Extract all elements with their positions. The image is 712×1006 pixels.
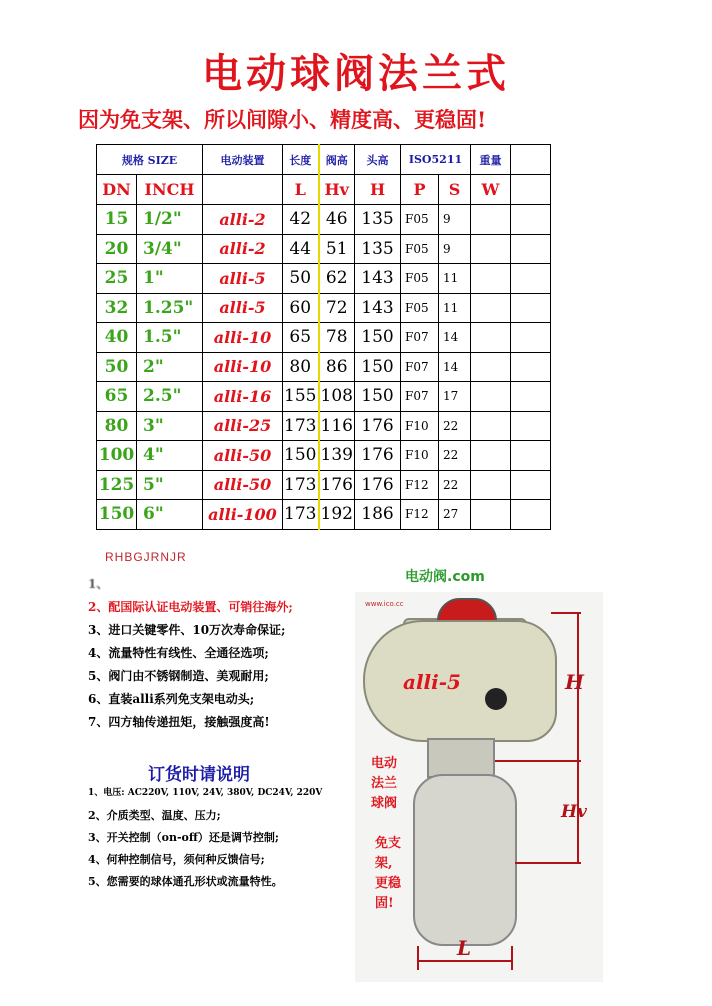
cell-act: alli-50: [203, 441, 283, 471]
cell-h: 176: [355, 470, 401, 500]
cell-w: [471, 205, 511, 235]
cell-act: alli-10: [203, 352, 283, 382]
cell-hv: 72: [319, 293, 355, 323]
spec-table: [96, 144, 551, 530]
cell-h: 176: [355, 411, 401, 441]
table-row: [97, 382, 551, 412]
subheader-cell: P: [401, 175, 439, 205]
cell-dn: 40: [97, 323, 137, 353]
page-title: 电动球阀法兰式: [202, 50, 510, 97]
table-row: [97, 323, 551, 353]
cell-act: alli-2: [203, 205, 283, 235]
cell-hv: 176: [319, 470, 355, 500]
dim-tick: [417, 946, 419, 970]
cell-l: 42: [283, 205, 319, 235]
dim-tick: [495, 760, 581, 762]
list-item: 4、流量特性有线性、全通径选项;: [88, 646, 269, 660]
list-item: 3、开关控制（on-off）还是调节控制;: [88, 831, 279, 844]
cell-x: [511, 234, 551, 264]
cell-p: F05: [401, 264, 439, 294]
valve-neck: [427, 738, 495, 778]
photo-caption: 电动法兰球阀: [371, 756, 398, 811]
table-row: [97, 411, 551, 441]
cell-s: 9: [439, 205, 471, 235]
table-row: [97, 500, 551, 530]
cell-l: 80: [283, 352, 319, 382]
subheader-cell: L: [283, 175, 319, 205]
order-list: [88, 785, 388, 895]
subheader-cell: INCH: [137, 175, 203, 205]
table-subheader-row: [97, 175, 551, 205]
list-item: 5、您需要的球体通孔形状或流量特性。: [88, 875, 283, 888]
cell-w: [471, 293, 511, 323]
cell-inch: 4": [137, 441, 203, 471]
list-item: 1、: [88, 577, 109, 591]
cell-dn: 20: [97, 234, 137, 264]
cell-act: alli-2: [203, 234, 283, 264]
cell-inch: 1.5": [137, 323, 203, 353]
cell-p: F07: [401, 323, 439, 353]
table-row: [97, 264, 551, 294]
cell-dn: 32: [97, 293, 137, 323]
cell-s: 22: [439, 411, 471, 441]
cell-x: [511, 500, 551, 530]
cell-w: [471, 441, 511, 471]
cell-s: 17: [439, 382, 471, 412]
cell-act: alli-100: [203, 500, 283, 530]
header-cell: 头高: [355, 145, 401, 175]
cell-act: alli-25: [203, 411, 283, 441]
cell-h: 150: [355, 382, 401, 412]
cell-act: alli-5: [203, 264, 283, 294]
header-cell: 规格 SIZE: [97, 145, 203, 175]
cell-l: 173: [283, 411, 319, 441]
cell-s: 14: [439, 352, 471, 382]
cell-hv: 139: [319, 441, 355, 471]
cell-dn: 80: [97, 411, 137, 441]
table-row: [97, 441, 551, 471]
cell-inch: 2": [137, 352, 203, 382]
table-row: [97, 352, 551, 382]
cell-s: 11: [439, 264, 471, 294]
cell-l: 60: [283, 293, 319, 323]
subheader-cell: H: [355, 175, 401, 205]
cell-l: 155: [283, 382, 319, 412]
dim-label-h: H: [565, 670, 584, 694]
cell-w: [471, 264, 511, 294]
cell-p: F05: [401, 205, 439, 235]
cell-dn: 25: [97, 264, 137, 294]
dim-tick: [515, 862, 581, 864]
dim-line-l: [417, 960, 513, 962]
cell-p: F05: [401, 234, 439, 264]
order-title: 订货时请说明: [148, 765, 250, 785]
header-cell: ISO5211: [401, 145, 471, 175]
table-header-row: [97, 145, 551, 175]
cell-inch: 1.25": [137, 293, 203, 323]
header-cell: 电动装置: [203, 145, 283, 175]
actuator-label: alli-5: [403, 670, 461, 694]
cell-w: [471, 411, 511, 441]
cell-h: 186: [355, 500, 401, 530]
cell-act: alli-50: [203, 470, 283, 500]
cell-dn: 125: [97, 470, 137, 500]
list-item: 7、四方轴传递扭矩，接触强度高!: [88, 715, 270, 729]
brand-label: 电动阀.com: [405, 569, 485, 585]
list-item: 3、进口关键零件、10万次寿命保证;: [88, 623, 286, 637]
cell-w: [471, 323, 511, 353]
table-row: [97, 293, 551, 323]
cell-l: 173: [283, 500, 319, 530]
valve-body: [413, 774, 517, 946]
cell-act: alli-10: [203, 323, 283, 353]
cell-act: alli-5: [203, 293, 283, 323]
cell-p: F12: [401, 470, 439, 500]
cell-x: [511, 323, 551, 353]
cell-inch: 5": [137, 470, 203, 500]
header-cell: 重量: [471, 145, 511, 175]
header-cell: [511, 145, 551, 175]
cell-s: 22: [439, 441, 471, 471]
cell-x: [511, 411, 551, 441]
cell-s: 22: [439, 470, 471, 500]
cell-x: [511, 205, 551, 235]
cell-x: [511, 264, 551, 294]
cell-l: 50: [283, 264, 319, 294]
table-row: [97, 234, 551, 264]
cell-x: [511, 352, 551, 382]
cell-p: F05: [401, 293, 439, 323]
cell-w: [471, 500, 511, 530]
cell-hv: 116: [319, 411, 355, 441]
list-item: 6、直装alli系列免支架电动头;: [88, 692, 255, 706]
subheader-cell: DN: [97, 175, 137, 205]
page-subtitle: 因为免支架、所以间隙小、精度高、更稳固!: [78, 107, 487, 132]
list-item: 2、介质类型、温度、压力;: [88, 809, 221, 822]
model-code: RHBGJRNJR: [105, 550, 187, 564]
cell-l: 150: [283, 441, 319, 471]
dim-label-l: L: [457, 936, 472, 960]
dim-tick: [511, 946, 513, 970]
table-row: [97, 470, 551, 500]
cell-dn: 150: [97, 500, 137, 530]
cell-h: 150: [355, 323, 401, 353]
cell-x: [511, 470, 551, 500]
cell-l: 65: [283, 323, 319, 353]
cell-act: alli-16: [203, 382, 283, 412]
header-cell: 长度: [283, 145, 319, 175]
cell-inch: 1/2": [137, 205, 203, 235]
table-row: [97, 205, 551, 235]
cell-w: [471, 470, 511, 500]
cell-l: 173: [283, 470, 319, 500]
cell-w: [471, 234, 511, 264]
feature-list: [88, 575, 388, 736]
subheader-cell: S: [439, 175, 471, 205]
cell-h: 176: [355, 441, 401, 471]
subheader-cell: [511, 175, 551, 205]
cell-p: F12: [401, 500, 439, 530]
subheader-cell: [203, 175, 283, 205]
cell-p: F10: [401, 411, 439, 441]
list-item: 5、阀门由不锈钢制造、美观耐用;: [88, 669, 269, 683]
cell-s: 9: [439, 234, 471, 264]
list-item: 4、何种控制信号，须何种反馈信号;: [88, 853, 265, 866]
cell-s: 11: [439, 293, 471, 323]
cell-hv: 46: [319, 205, 355, 235]
cell-inch: 1": [137, 264, 203, 294]
cell-dn: 100: [97, 441, 137, 471]
cell-hv: 51: [319, 234, 355, 264]
cell-p: F07: [401, 382, 439, 412]
knob-icon: [485, 688, 507, 710]
cell-s: 14: [439, 323, 471, 353]
cell-inch: 6": [137, 500, 203, 530]
cell-dn: 65: [97, 382, 137, 412]
cell-dn: 50: [97, 352, 137, 382]
cell-dn: 15: [97, 205, 137, 235]
cell-h: 143: [355, 293, 401, 323]
cell-h: 135: [355, 234, 401, 264]
cell-s: 27: [439, 500, 471, 530]
dim-tick: [551, 612, 581, 614]
dim-label-hv: Hv: [561, 802, 587, 822]
subheader-cell: Hv: [319, 175, 355, 205]
cell-hv: 62: [319, 264, 355, 294]
cell-hv: 86: [319, 352, 355, 382]
cell-w: [471, 382, 511, 412]
cell-p: F07: [401, 352, 439, 382]
photo-url: www.ico.cc: [365, 600, 404, 608]
list-item: 1、电压: AC220V, 110V, 24V, 380V, DC24V, 220V: [88, 788, 323, 798]
cell-w: [471, 352, 511, 382]
product-photo: [355, 592, 603, 982]
cell-h: 150: [355, 352, 401, 382]
cell-h: 135: [355, 205, 401, 235]
cell-h: 143: [355, 264, 401, 294]
header-cell: 阀高: [319, 145, 355, 175]
photo-caption: 免支架,更稳固!: [375, 836, 402, 911]
cell-inch: 2.5": [137, 382, 203, 412]
subheader-cell: W: [471, 175, 511, 205]
cell-hv: 192: [319, 500, 355, 530]
cell-hv: 78: [319, 323, 355, 353]
cell-p: F10: [401, 441, 439, 471]
cell-x: [511, 293, 551, 323]
cell-inch: 3": [137, 411, 203, 441]
cell-l: 44: [283, 234, 319, 264]
cell-x: [511, 441, 551, 471]
cell-x: [511, 382, 551, 412]
cell-inch: 3/4": [137, 234, 203, 264]
list-item: 2、配国际认证电动装置、可销往海外;: [88, 600, 293, 614]
cell-hv: 108: [319, 382, 355, 412]
